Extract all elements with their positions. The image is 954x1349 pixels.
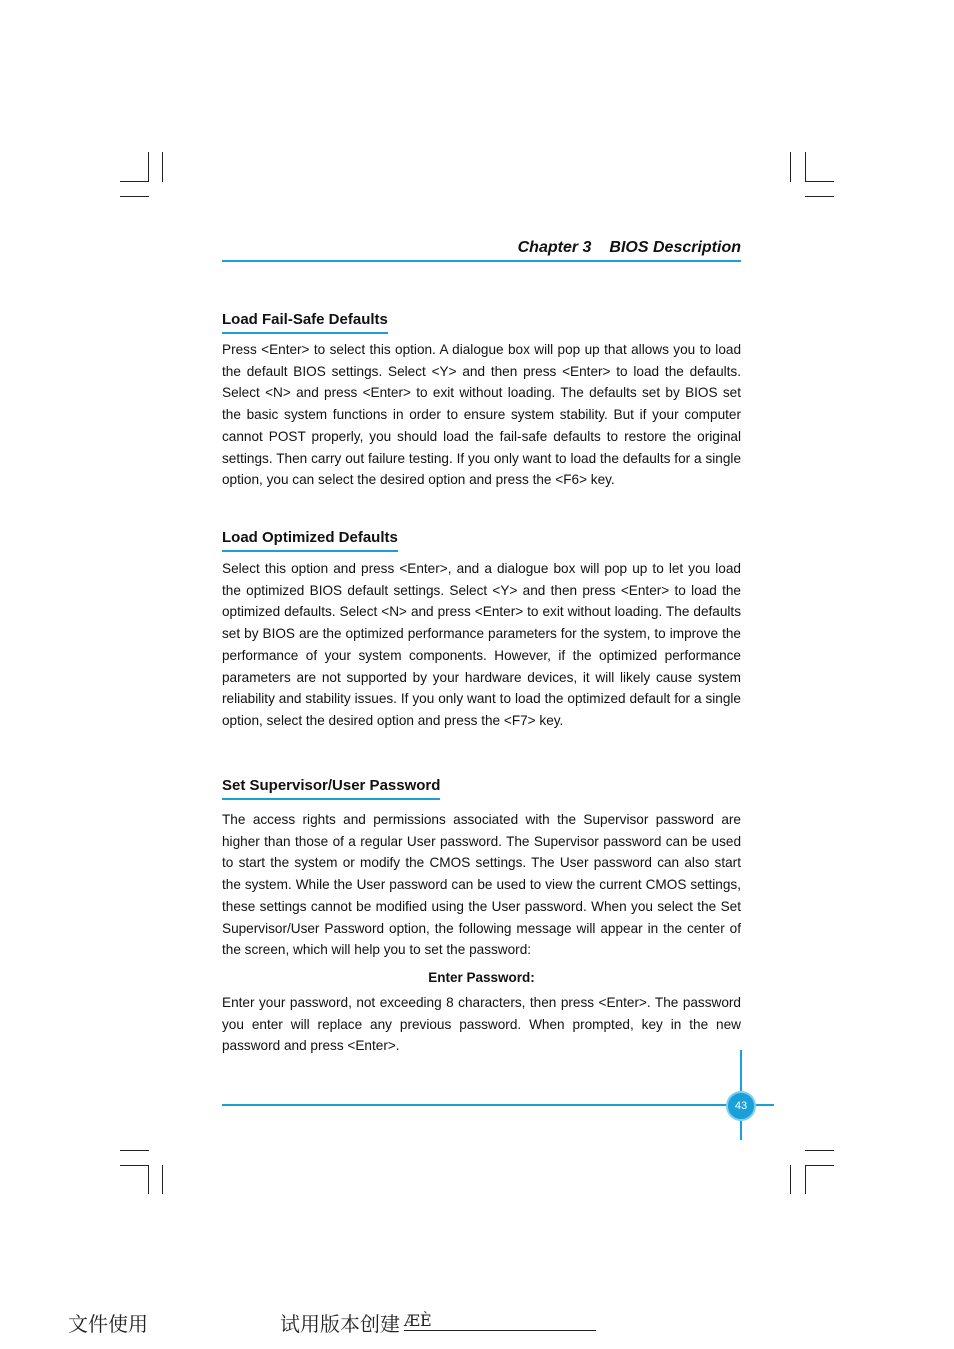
watermark-underline <box>404 1330 596 1331</box>
crop-mark <box>805 1165 834 1166</box>
section-body-password-2: Enter your password, not exceeding 8 characters, then press <Enter>. The password you enter will replace any previous password. When prompted, key in the new password and press <Enter>. <box>222 995 741 1054</box>
chapter-label: Chapter 3 <box>517 239 592 256</box>
watermark-right: 试用版本创建 <box>280 1312 400 1336</box>
crop-mark <box>805 196 834 197</box>
crop-mark <box>805 1150 834 1151</box>
crop-mark <box>120 196 149 197</box>
running-header <box>222 239 741 257</box>
crop-mark <box>805 181 834 182</box>
crop-mark <box>148 152 149 182</box>
section-body-password: The access rights and permissions associated with the Supervisor password are higher than those of a regular User password. The Supervisor password can be used to start the system or modify the CMOS settings. The User password can also start the system. While the User password can be used to view the current CMOS settings, these settings cannot be modified using the User password. When you select the Set Supervisor/User Password option, the following message will appear in the center of the screen, which will help you to set the password: <box>222 812 741 958</box>
crop-mark <box>120 1165 149 1166</box>
crop-mark <box>805 152 806 182</box>
crop-mark <box>162 152 163 182</box>
crop-mark <box>162 1165 163 1194</box>
crop-mark <box>120 181 149 182</box>
header-rule <box>222 260 741 262</box>
watermark-tag: ÆÈ <box>404 1311 432 1330</box>
crop-mark <box>805 1165 806 1194</box>
crop-mark <box>790 1165 791 1194</box>
page-number-badge: 43 <box>726 1091 756 1121</box>
section-body-optimized: Select this option and press <Enter>, and a dialogue box will pop up to let you load the optimized BIOS default settings. Select <Y> and then press <Enter> to load the optimized defaults. Select <N> and press <Enter> to exit without loading. The defaults set by BIOS are the optimized performance parameters for the system, to improve the performance of your system components. However, if the optimized performance parameters are not supported by your hardware devices, it will likely cause system reliability and stability issues. If you only want to load the optimized default for a single option, select the desired option and press the <F7> key. <box>222 561 741 728</box>
section-heading-fail-safe: Load Fail-Safe Defaults <box>222 311 388 334</box>
section-label: BIOS Description <box>609 239 741 256</box>
crop-mark <box>148 1165 149 1194</box>
crop-mark <box>120 1150 149 1151</box>
section-heading-password: Set Supervisor/User Password <box>222 777 440 800</box>
footer-rule <box>222 1104 774 1106</box>
crop-mark <box>790 152 791 182</box>
watermark-left: 文件使用 <box>68 1312 148 1336</box>
section-body-fail-safe: Press <Enter> to select this option. A dialogue box will pop up that allows you to load the default BIOS settings. Select <Y> and then press <Enter> to load the defaults. Select <N> and press <Enter> to exit without loading. The defaults set by BIOS set the basic system functions in order to ensure system stability. But if your computer cannot POST properly, you should load the fail-safe defaults to restore the original settings. Then carry out failure testing. If you only want to load the defaults for a single option, you can select the desired option and press the <F6> key. <box>222 342 741 488</box>
enter-password-prompt: Enter Password: <box>428 970 535 985</box>
section-heading-optimized: Load Optimized Defaults <box>222 529 398 552</box>
